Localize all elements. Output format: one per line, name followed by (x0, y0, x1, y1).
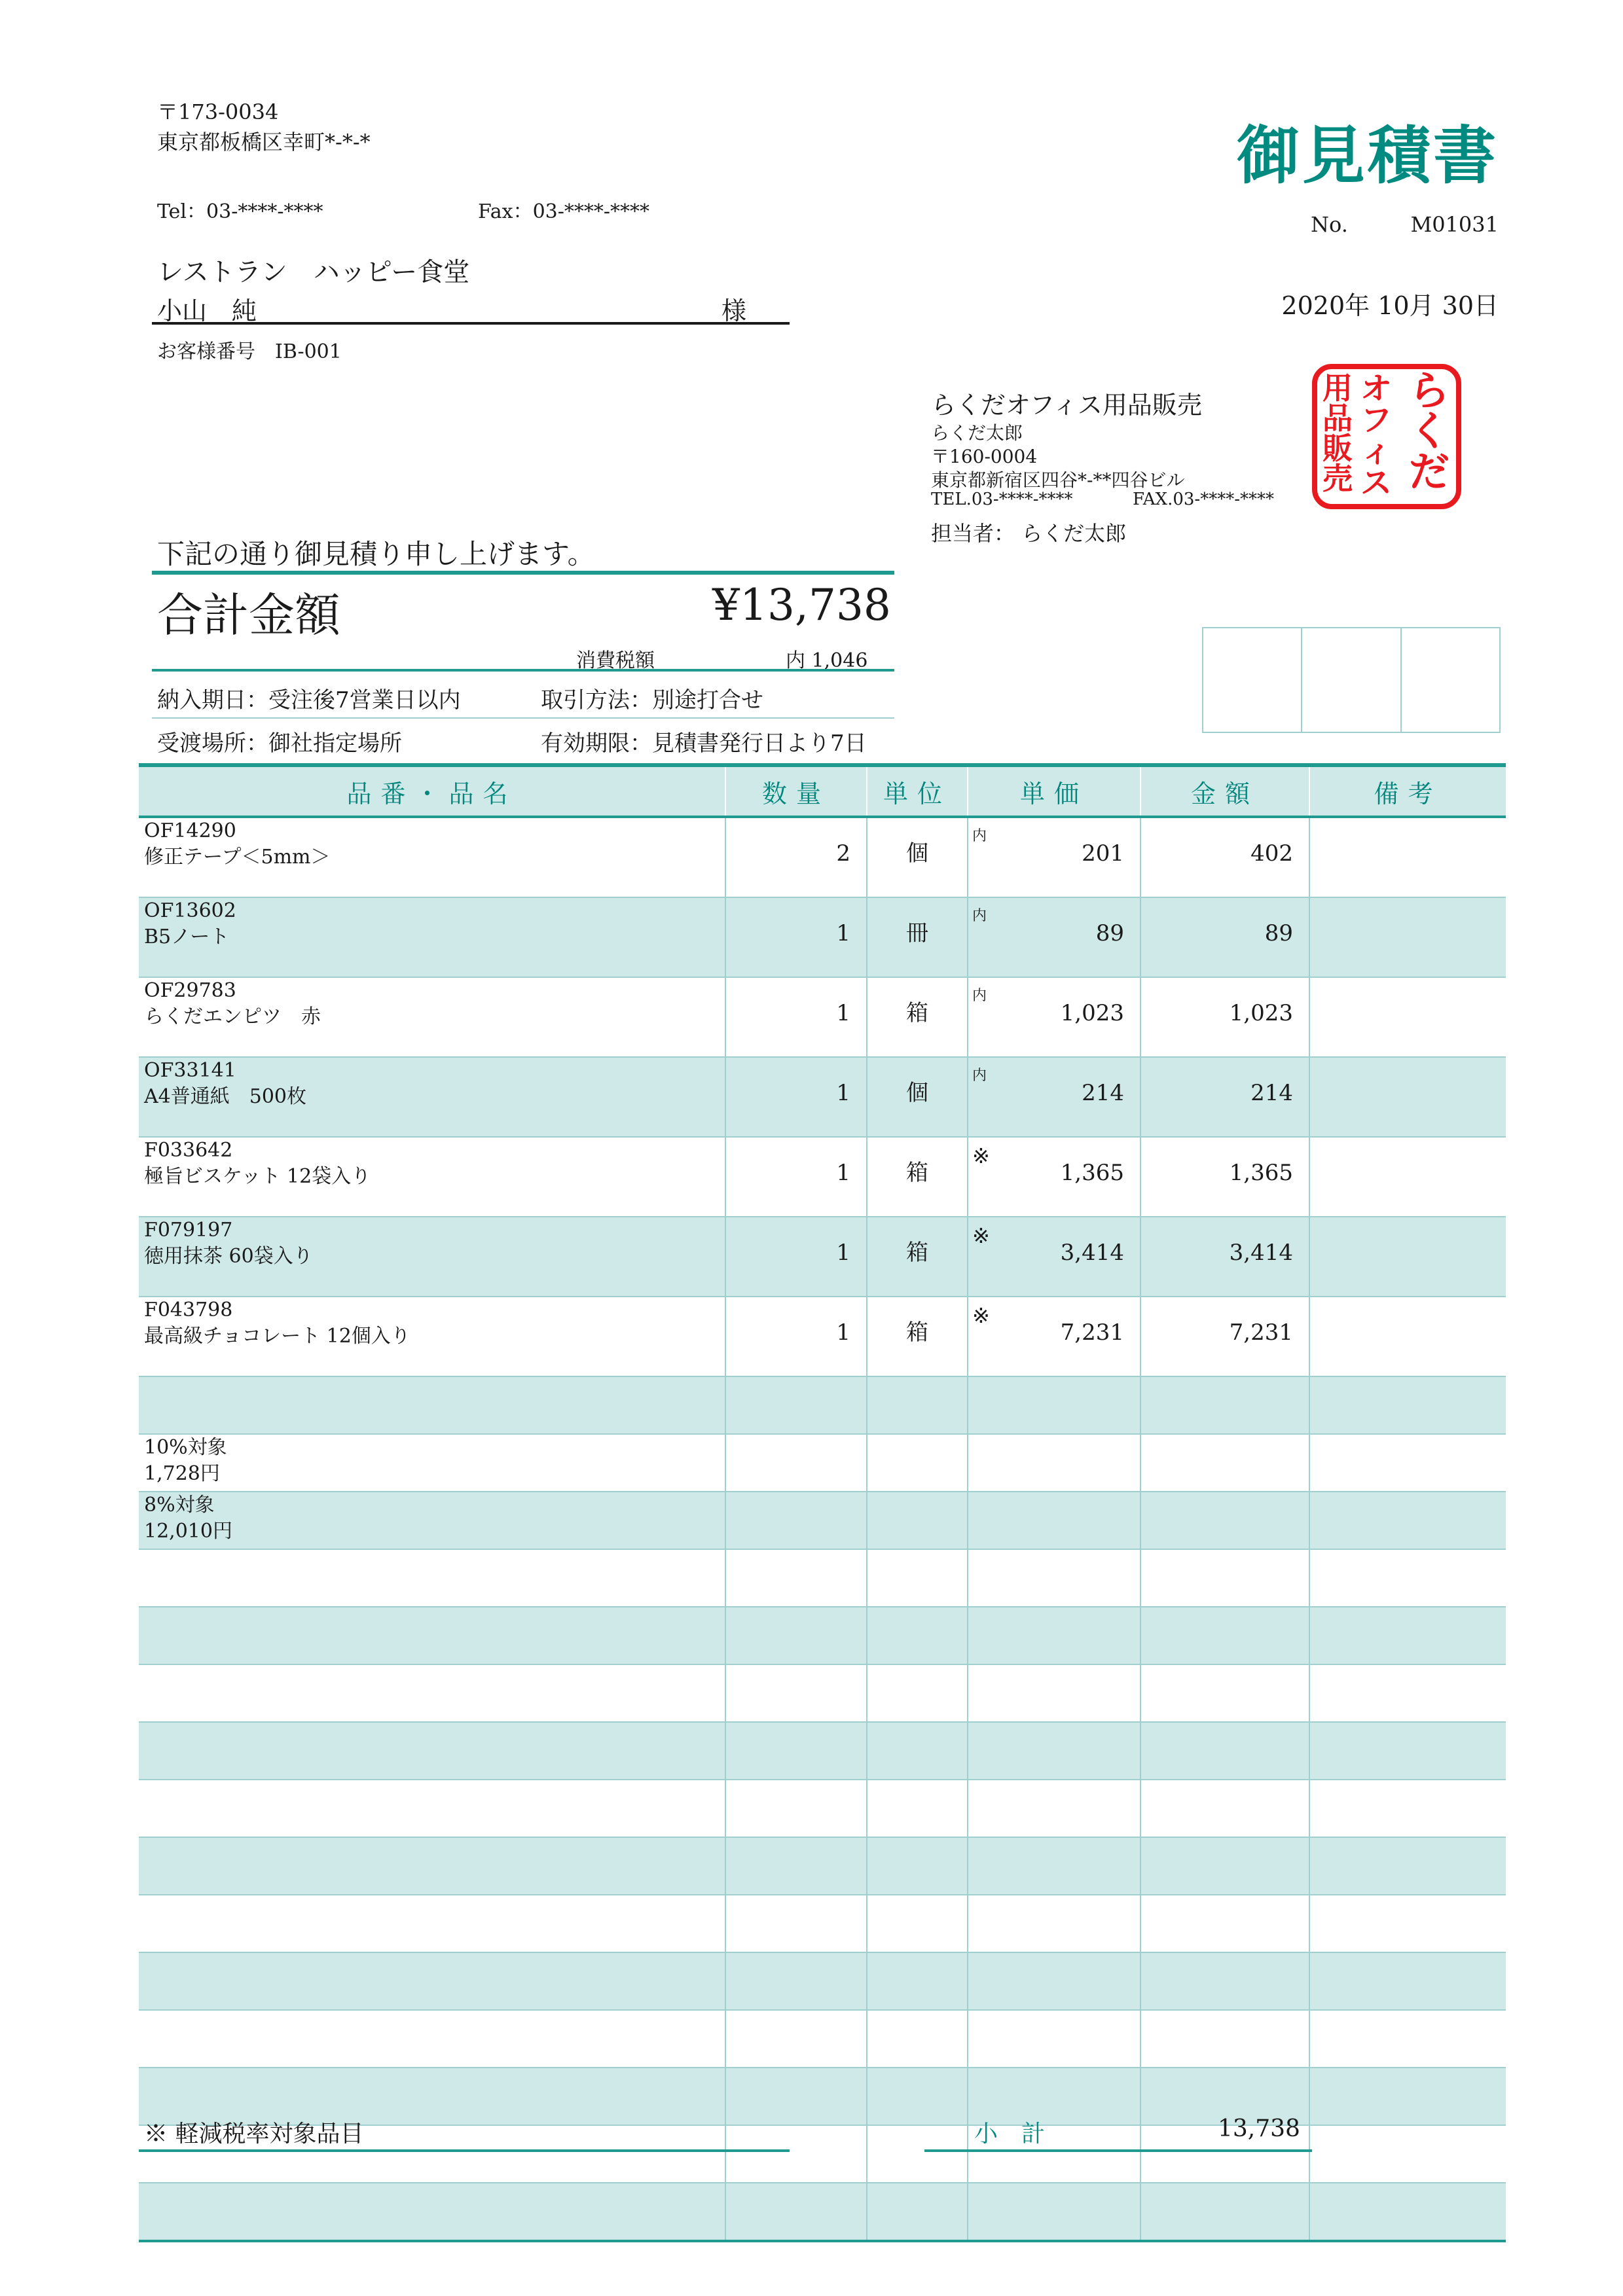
item-name: 最高級チョコレート 12個入り (144, 1325, 410, 1348)
item-cell (139, 1297, 725, 1376)
item-code: OF33141 (144, 1059, 236, 1082)
table-row (139, 1837, 1506, 1895)
item-name: らくだエンピツ 赤 (144, 1005, 321, 1028)
item-unit: 個 (867, 1057, 968, 1137)
table-row (139, 1492, 1506, 1549)
sender-postal: 〒173-0034 (157, 99, 279, 124)
item-price: 1,023 (1060, 1000, 1124, 1026)
table-row (139, 897, 1506, 977)
doc-no: M01031 (1410, 212, 1499, 237)
tax-10-label: 10%対象 (144, 1436, 227, 1459)
delivery-place: 受渡場所：御社指定場所 (157, 730, 402, 757)
item-unit: 箱 (867, 1217, 968, 1297)
table-row (139, 1434, 1506, 1492)
table-row (139, 1057, 1506, 1137)
item-cell (139, 1137, 725, 1217)
items-table (139, 763, 1506, 2242)
item-qty: 1 (725, 1217, 867, 1297)
item-price-cell (968, 977, 1140, 1057)
item-amount: 402 (1140, 817, 1309, 897)
sender-tel: Tel：03-****-**** (157, 200, 323, 223)
company-stamp (1312, 364, 1461, 509)
subtotal-underline (924, 2149, 1312, 2152)
customer-honorific: 様 (721, 296, 747, 325)
issuer-company: らくだオフィス用品販売 (931, 391, 1202, 420)
item-code: OF13602 (144, 899, 236, 922)
header-unit: 単位 (867, 765, 968, 817)
item-price: 214 (1082, 1080, 1124, 1106)
item-code: OF14290 (144, 819, 236, 842)
item-price-cell (968, 1217, 1140, 1297)
table-row (139, 2010, 1506, 2068)
header-quantity: 数量 (725, 765, 867, 817)
table-row (139, 1376, 1506, 1434)
item-qty: 1 (725, 1137, 867, 1217)
terms-divider (152, 717, 894, 719)
item-price: 3,414 (1060, 1240, 1124, 1266)
table-row (139, 1297, 1506, 1376)
issuer-address: 東京都新宿区四谷*-**四谷ビル (931, 469, 1185, 491)
item-unit: 冊 (867, 897, 968, 977)
header-item-name: 品番・品名 (139, 765, 725, 817)
table-row (139, 2183, 1506, 2241)
item-price: 89 (1095, 920, 1124, 946)
seal-box (1203, 628, 1301, 732)
item-name: B5ノート (144, 925, 230, 948)
item-qty: 1 (725, 1297, 867, 1376)
item-amount: 3,414 (1140, 1217, 1309, 1297)
table-row (139, 1722, 1506, 1780)
issuer-name: らくだ太郎 (931, 422, 1023, 444)
issuer-postal: 〒160-0004 (931, 446, 1038, 467)
reduced-tax-note: ※ 軽減税率対象品目 (144, 2121, 364, 2147)
item-remarks (1309, 817, 1506, 897)
payment-term: 取引方法：別途打合せ (541, 687, 763, 713)
table-row (139, 1664, 1506, 1722)
total-label: 合計金額 (157, 588, 340, 642)
table-row (139, 817, 1506, 897)
subtotal-value: 13,738 (1218, 2115, 1300, 2142)
header-remarks: 備考 (1309, 765, 1506, 817)
item-remarks (1309, 897, 1506, 977)
stamp-col-3: ら く だ (1409, 367, 1450, 495)
table-row (139, 1217, 1506, 1297)
sender-fax: Fax：03-****-**** (478, 200, 650, 223)
item-code: F079197 (144, 1219, 233, 1242)
item-remarks (1309, 1297, 1506, 1376)
issuer-fax: FAX.03-****-**** (1133, 490, 1274, 509)
tax-10-value: 1,728円 (144, 1462, 220, 1485)
item-cell (139, 897, 725, 977)
tax-mark: 内 (972, 1067, 987, 1084)
item-remarks (1309, 1217, 1506, 1297)
item-price: 1,365 (1060, 1160, 1124, 1186)
item-code: F033642 (144, 1139, 233, 1162)
table-row (139, 977, 1506, 1057)
intro-underline (152, 571, 894, 575)
issuer-contact: 担当者： らくだ太郎 (931, 521, 1127, 546)
item-amount: 214 (1140, 1057, 1309, 1137)
document-title: 御見積書 (1237, 119, 1499, 192)
item-price-cell (968, 1057, 1140, 1137)
doc-no-label: No. (1311, 212, 1348, 237)
tax-value: 内 1,046 (786, 649, 868, 672)
item-amount: 1,365 (1140, 1137, 1309, 1217)
item-remarks (1309, 977, 1506, 1057)
item-price: 201 (1082, 840, 1124, 867)
validity-term: 有効期限：見積書発行日より7日 (541, 730, 867, 757)
tax-mark: 内 (972, 988, 987, 1004)
item-price-cell (968, 1137, 1140, 1217)
tax-8-value: 12,010円 (144, 1520, 232, 1543)
header-amount: 金額 (1140, 765, 1309, 817)
seal-box (1400, 628, 1499, 732)
customer-person: 小山 純 (157, 296, 257, 325)
item-code: F043798 (144, 1299, 233, 1321)
total-underline (152, 669, 894, 672)
customer-underline (152, 322, 790, 325)
item-name: 極旨ビスケット 12袋入り (144, 1165, 371, 1188)
reduced-tax-mark: ※ (972, 1223, 990, 1248)
table-header-row (139, 765, 1506, 817)
item-unit: 個 (867, 817, 968, 897)
delivery-term: 納入期日：受注後7営業日以内 (157, 687, 461, 713)
customer-company: レストラン ハッピー食堂 (157, 257, 470, 287)
item-unit: 箱 (867, 1137, 968, 1217)
intro-text: 下記の通り御見積り申し上げます。 (157, 538, 595, 570)
tax-8-label: 8%対象 (144, 1494, 215, 1516)
item-price-cell (968, 897, 1140, 977)
item-qty: 2 (725, 817, 867, 897)
subtotal-label: 小 計 (974, 2121, 1046, 2147)
table-row (139, 1780, 1506, 1837)
issuer-tel: TEL.03-****-**** (931, 490, 1073, 509)
item-remarks (1309, 1137, 1506, 1217)
item-name: 徳用抹茶 60袋入り (144, 1245, 313, 1268)
item-amount: 7,231 (1140, 1297, 1309, 1376)
header-unit-price: 単価 (968, 765, 1140, 817)
tax-summary-cell (139, 1434, 725, 1492)
approval-seal-boxes (1202, 627, 1501, 733)
note-underline (139, 2149, 790, 2152)
issue-date: 2020年 10月 30日 (1281, 291, 1499, 320)
tax-mark: 内 (972, 908, 987, 924)
item-amount: 89 (1140, 897, 1309, 977)
item-qty: 1 (725, 897, 867, 977)
stamp-col-1: 用 品 販 売 (1322, 370, 1353, 496)
reduced-tax-mark: ※ (972, 1143, 990, 1168)
total-amount: ¥13,738 (712, 580, 891, 630)
item-unit: 箱 (867, 977, 968, 1057)
seal-box (1301, 628, 1400, 732)
item-cell (139, 1217, 725, 1297)
table-row (139, 1895, 1506, 1952)
item-price-cell (968, 817, 1140, 897)
item-name: A4普通紙 500枚 (144, 1085, 307, 1108)
item-name: 修正テープ＜5mm＞ (144, 846, 331, 869)
item-qty: 1 (725, 1057, 867, 1137)
item-cell (139, 1057, 725, 1137)
item-remarks (1309, 1057, 1506, 1137)
stamp-col-2: オ フ ィ ス (1360, 370, 1393, 501)
item-price-cell (968, 1297, 1140, 1376)
table-row (139, 1952, 1506, 2010)
tax-label: 消費税額 (576, 649, 655, 672)
item-cell (139, 817, 725, 897)
item-qty: 1 (725, 977, 867, 1057)
sender-address: 東京都板橋区幸町*-*-* (157, 130, 371, 154)
item-price: 7,231 (1060, 1319, 1124, 1346)
reduced-tax-mark: ※ (972, 1303, 990, 1328)
table-row (139, 1549, 1506, 1607)
tax-summary-cell (139, 1492, 725, 1549)
item-cell (139, 977, 725, 1057)
item-unit: 箱 (867, 1297, 968, 1376)
customer-number: お客様番号 IB-001 (157, 340, 342, 363)
table-row (139, 1607, 1506, 1664)
tax-mark: 内 (972, 828, 987, 844)
item-amount: 1,023 (1140, 977, 1309, 1057)
table-row (139, 1137, 1506, 1217)
item-code: OF29783 (144, 979, 236, 1002)
